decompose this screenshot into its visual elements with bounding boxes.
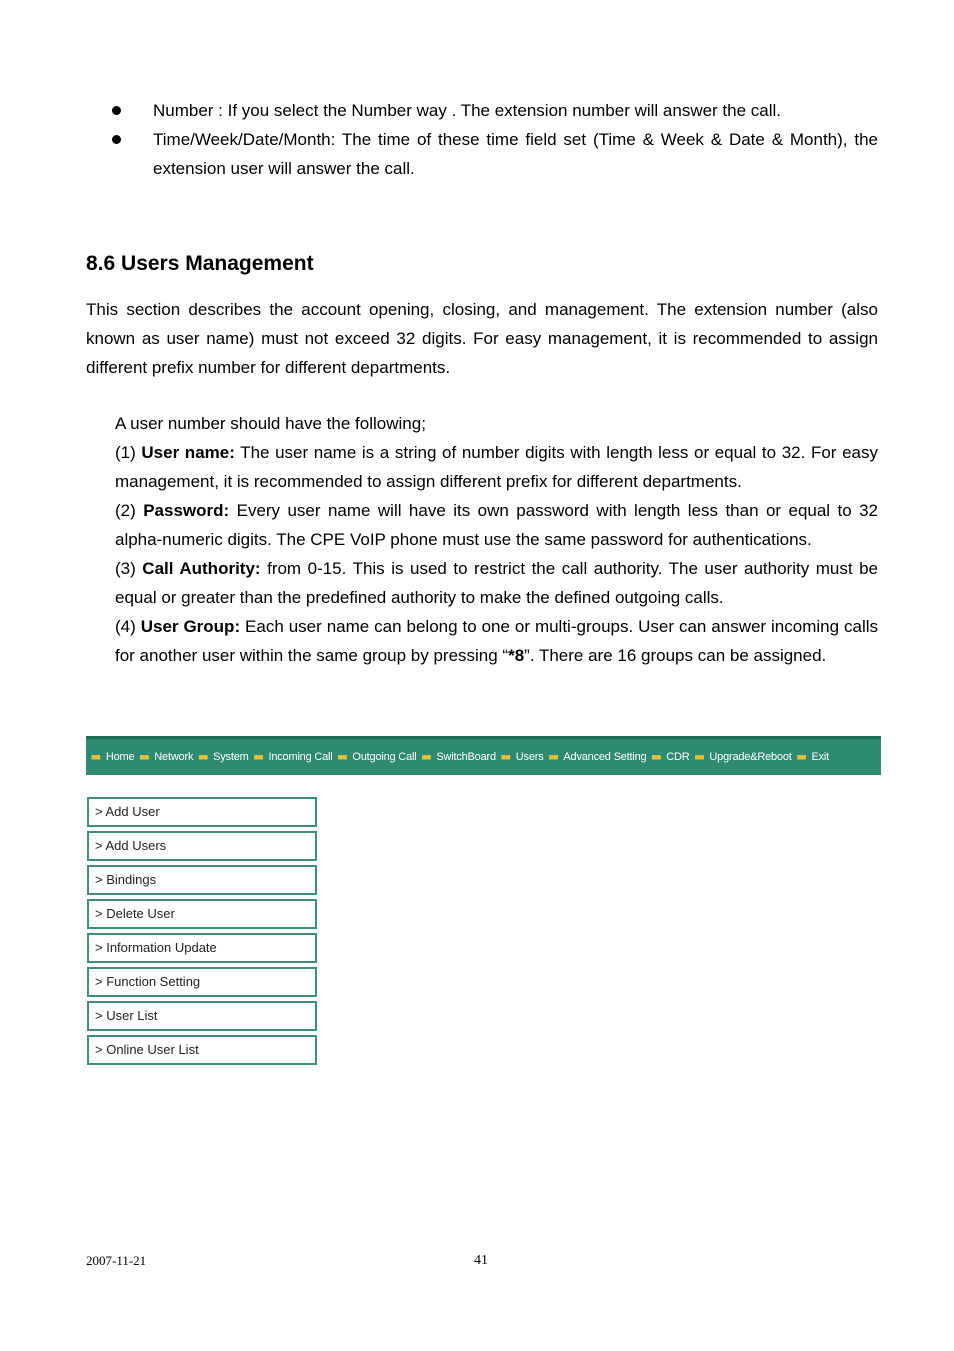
nav-incoming-call[interactable]: ■■ Incoming Call [253,751,333,763]
top-navbar [86,736,881,775]
nav-exit[interactable]: ■■ Exit [796,751,830,763]
page-number: 41 [474,1253,488,1268]
nav-home[interactable]: ■■ Home [91,751,135,763]
item-number: (3) [115,559,143,578]
list-item [115,612,878,670]
grid-icon: ■■ [253,752,263,762]
list-item [115,554,878,612]
bullet-item [86,125,878,183]
list-item [115,438,878,496]
grid-icon: ■■ [796,752,806,762]
grid-icon: ■■ [198,752,208,762]
nav-switchboard[interactable]: ■■ SwitchBoard [421,751,496,763]
menu-online-user-list[interactable]: > Online User List [87,1035,317,1065]
item-number: (1) [115,443,142,462]
menu-add-users[interactable]: > Add Users [87,831,317,861]
item-text: ”. There are 16 groups can be assigned. [524,646,827,665]
grid-icon: ■■ [337,752,347,762]
nav-cdr[interactable]: ■■ CDR [651,751,690,763]
bullet-dot-icon [112,135,121,144]
grid-icon: ■■ [694,752,704,762]
item-code: *8 [508,646,525,665]
section-title: 8.6 Users Management [86,252,314,275]
bullet-item [86,96,878,125]
item-text: from 0-15. This is used to restrict the call authority. The user authority must be equal or greater than the predefined authority to make the defined outgoing calls. [115,559,878,607]
item-text: Every user name will have its own password with length less than or equal to 32 alpha-numeric digits. The CPE VoIP phone must use the same password for authentications. [115,501,879,549]
user-fields-list [115,409,878,670]
grid-icon: ■■ [139,752,149,762]
menu-delete-user[interactable]: > Delete User [87,899,317,929]
nav-advanced-setting[interactable]: ■■ Advanced Setting [548,751,647,763]
menu-function-setting[interactable]: > Function Setting [87,967,317,997]
grid-icon: ■■ [548,752,558,762]
grid-icon: ■■ [91,752,100,762]
menu-add-user[interactable]: > Add User [87,797,317,827]
nav-upgrade-reboot[interactable]: ■■ Upgrade&Reboot [694,751,792,763]
item-text: The user name is a string of number digits with length less or equal to 32. For easy management, it is recommended to assign different prefix for different departments. [115,443,878,491]
item-term: Call Authority: [142,559,261,578]
grid-icon: ■■ [421,752,431,762]
list-lead: A user number should have the following; [115,414,426,433]
users-submenu [87,797,317,1069]
item-term: User Group: [140,617,241,636]
menu-bindings[interactable]: > Bindings [87,865,317,895]
grid-icon: ■■ [651,752,661,762]
footer-date: 2007-11-21 [86,1253,147,1268]
nav-system[interactable]: ■■ System [198,751,249,763]
item-number: (2) [115,501,144,520]
nav-users[interactable]: ■■ Users [500,751,544,763]
section-intro: This section describes the account opening, closing, and management. The extension number (also known as user name) must not exceed 32 digits. For easy management, it is recommended to assign different prefix number for different departments. [86,300,878,377]
bullet-text: Time/Week/Date/Month: The time of these time field set (Time & Week & Date & Month), the extension user will answer the call. [153,130,878,178]
item-text: Each user name can belong to one or multi-groups. User can answer incoming calls for another user within the same group by pressing “ [115,617,878,665]
grid-icon: ■■ [500,752,510,762]
nav-network[interactable]: ■■ Network [139,751,194,763]
bullet-list [86,96,878,183]
menu-user-list[interactable]: > User List [87,1001,317,1031]
menu-information-update[interactable]: > Information Update [87,933,317,963]
nav-outgoing-call[interactable]: ■■ Outgoing Call [337,751,417,763]
list-item [115,496,878,554]
bullet-dot-icon [112,106,121,115]
item-term: User name: [141,443,235,462]
bullet-text: Number : If you select the Number way . The extension number will answer the call. [153,101,782,120]
item-term: Password: [143,501,230,520]
item-number: (4) [115,617,141,636]
